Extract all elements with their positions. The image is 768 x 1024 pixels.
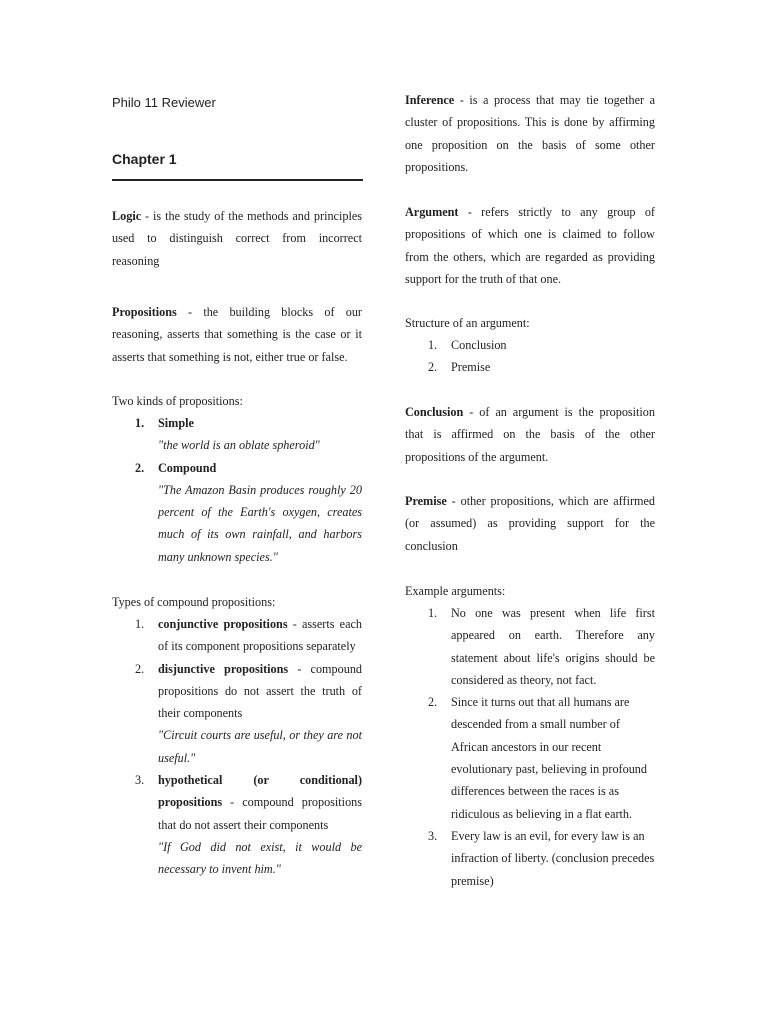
- list-item: [405, 602, 655, 691]
- propositions-term: Propositions: [112, 305, 177, 319]
- two-kinds-heading: Two kinds of propositions:: [112, 394, 243, 408]
- kind-label: Compound: [158, 460, 217, 475]
- type-term: disjunctive propositions: [158, 661, 289, 676]
- structure-list: [405, 334, 655, 379]
- type-term: conjunctive propositions: [158, 617, 288, 631]
- list-item: [405, 334, 655, 356]
- list-number: 1.: [135, 416, 145, 430]
- list-item: [405, 825, 655, 892]
- list-number: 1.: [135, 617, 145, 631]
- list-number: 1.: [428, 338, 438, 352]
- list-number: 3.: [428, 828, 438, 843]
- logic-def-text: - is the study of the methods and principles used to distinguish correct from incorrect reasoning: [112, 209, 362, 268]
- list-item: [405, 356, 655, 378]
- example-text: No one was present when life first appeared on earth. Therefore any statement about life's origins should be considered as theory, not fact.: [451, 606, 655, 687]
- list-item: [405, 691, 655, 825]
- premise-term: Premise: [405, 494, 447, 508]
- type-term: hypothetical (or conditional) propositions: [158, 773, 362, 810]
- list-number: 3.: [135, 773, 145, 788]
- list-number: 1.: [428, 606, 438, 620]
- chapter-title: Chapter 1: [112, 151, 177, 167]
- type-example: "If God did not exist, it would be necessary to invent him.": [158, 839, 362, 877]
- kind-label: Simple: [158, 416, 194, 430]
- conclusion-term: Conclusion: [405, 405, 464, 419]
- list-item: [112, 457, 362, 479]
- type-def: - compound propositions that do not assert their components: [158, 795, 362, 832]
- argument-term: Argument: [405, 205, 459, 219]
- example-text: Since it turns out that all humans are descended from a small number of African ancestors in our recent evolutionary past, believing in profound differences between the races is as ridiculous as believing in a flat earth.: [451, 695, 647, 821]
- example-text: Every law is an evil, for every law is an infraction of liberty. (conclusion precedes premise): [451, 828, 655, 888]
- types-list: [112, 613, 362, 881]
- list-number: 2.: [135, 661, 145, 676]
- list-number: 2.: [428, 695, 438, 710]
- examples-heading: Example arguments:: [405, 584, 506, 598]
- list-item: [112, 613, 362, 658]
- argument-definition: [405, 201, 655, 290]
- chapter-divider: [112, 179, 363, 181]
- list-item: [112, 658, 362, 725]
- premise-definition: [405, 490, 655, 557]
- list-item: [112, 412, 362, 434]
- logic-term: Logic: [112, 209, 142, 223]
- document-title: Philo 11 Reviewer: [112, 95, 216, 110]
- structure-heading: Structure of an argument:: [405, 316, 530, 330]
- conclusion-definition: [405, 401, 655, 468]
- list-item: [112, 769, 362, 836]
- kind-example: "the world is an oblate spheroid": [158, 438, 320, 453]
- structure-label: Conclusion: [451, 338, 507, 352]
- premise-def-text: - other propositions, which are affirmed (or assumed) as providing support for the conclusion: [405, 494, 655, 553]
- inference-term: Inference: [405, 93, 455, 107]
- structure-label: Premise: [451, 360, 491, 375]
- propositions-def-text: - the building blocks of our reasoning, asserts that something is the case or it asserts that something is not, either true or false.: [112, 305, 362, 364]
- inference-def-text: - is a process that may tie together a cluster of propositions. This is done by affirming one proposition on the basis of some other propositions.: [405, 93, 655, 174]
- list-number: 2.: [135, 460, 145, 475]
- propositions-definition: [112, 301, 362, 368]
- list-number: 2.: [428, 360, 438, 375]
- type-example: "Circuit courts are useful, or they are not useful.": [158, 728, 362, 765]
- examples-list: [405, 602, 655, 892]
- logic-definition: [112, 205, 362, 272]
- type-def: - asserts each of its component propositions separately: [158, 617, 362, 654]
- conclusion-def-text: - of an argument is the proposition that is affirmed on the basis of the other propositions of the argument.: [405, 405, 655, 464]
- inference-definition: [405, 89, 655, 178]
- kind-example: "The Amazon Basin produces roughly 20 percent of the Earth's oxygen, creates much of its own rainfall, and harbors many unknown species.": [158, 482, 362, 564]
- type-def: - compound propositions do not assert the truth of their components: [158, 661, 363, 721]
- types-heading: Types of compound propositions:: [112, 595, 276, 609]
- argument-def-text: - refers strictly to any group of propositions of which one is claimed to follow from the others, which are regarded as providing support for the truth of that one.: [405, 205, 655, 286]
- kinds-list: [112, 412, 362, 568]
